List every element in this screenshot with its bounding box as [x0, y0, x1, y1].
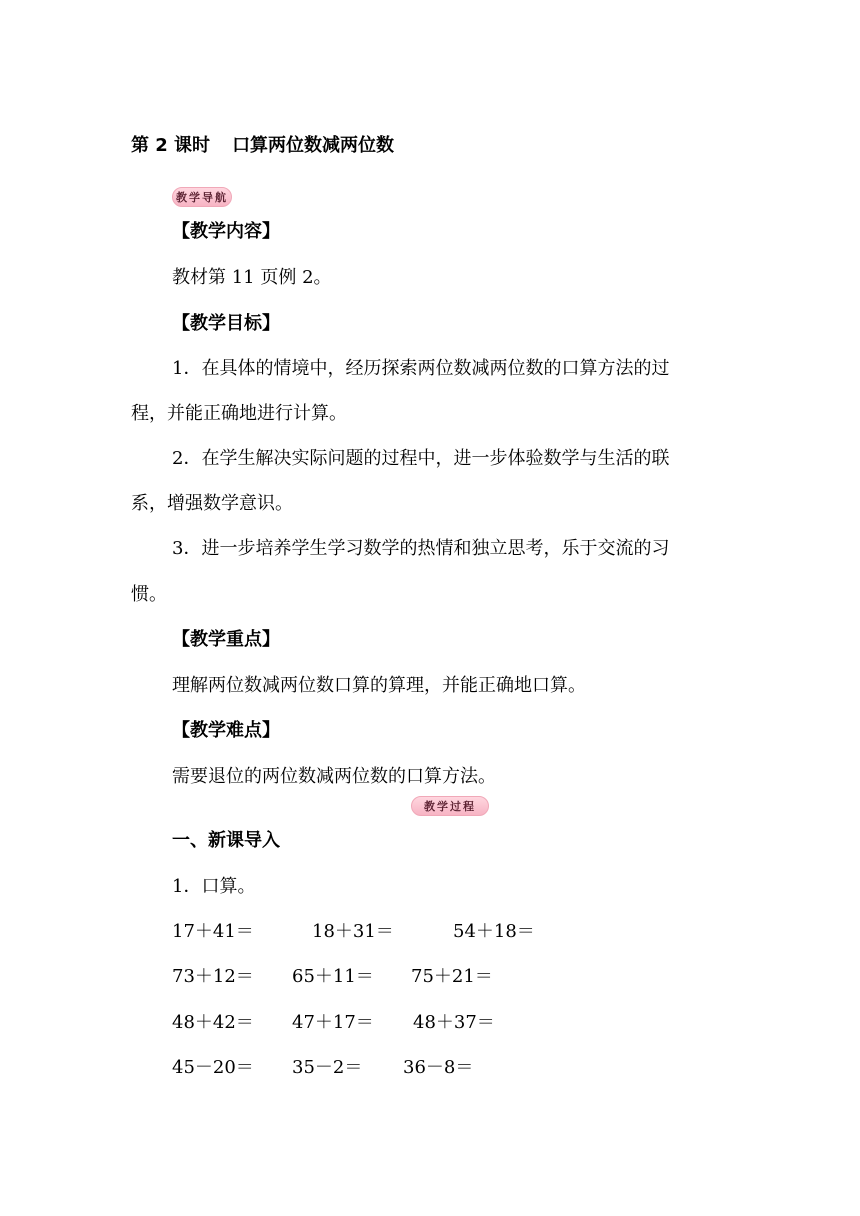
lesson-number: 第 2 课时 [131, 135, 211, 156]
equation: 18＋31＝ [312, 921, 394, 942]
equation: 45－20＝ [172, 1057, 254, 1078]
goal3-line1: 3．进一步培养学生学习数学的热情和独立思考，乐于交流的习 [172, 538, 670, 559]
equation: 48＋37＝ [413, 1012, 495, 1033]
lesson-title [131, 135, 394, 157]
goal3-line2: 惯。 [131, 584, 167, 605]
goal2-line2: 系，增强数学意识。 [131, 493, 293, 514]
key-text: 理解两位数减两位数口算的算理，并能正确地口算。 [172, 675, 586, 696]
teaching-process-badge: 教学过程 [411, 796, 489, 816]
goal1-line2: 程，并能正确地进行计算。 [131, 403, 347, 424]
equation: 75＋21＝ [411, 966, 493, 987]
goals-heading: 【教学目标】 [172, 313, 280, 334]
goal2-line1: 2．在学生解决实际问题的过程中，进一步体验数学与生活的联 [172, 448, 670, 469]
part1-heading: 一、新课导入 [172, 830, 280, 851]
difficult-text: 需要退位的两位数减两位数的口算方法。 [172, 766, 496, 787]
equation: 54＋18＝ [453, 921, 535, 942]
goal1-line1: 1．在具体的情境中，经历探索两位数减两位数的口算方法的过 [172, 358, 670, 379]
equation: 47＋17＝ [292, 1012, 374, 1033]
equation: 35－2＝ [292, 1057, 363, 1078]
item1-text: 1．口算。 [172, 876, 256, 897]
equation: 17＋41＝ [172, 921, 254, 942]
equation: 36－8＝ [403, 1057, 474, 1078]
content-text: 教材第 11 页例 2。 [172, 267, 332, 288]
content-heading: 【教学内容】 [172, 221, 280, 242]
teaching-nav-badge: 教学导航 [172, 187, 232, 207]
equation: 48＋42＝ [172, 1012, 254, 1033]
key-heading: 【教学重点】 [172, 629, 280, 650]
lesson-topic: 口算两位数减两位数 [232, 135, 395, 156]
equation: 65＋11＝ [292, 966, 374, 987]
equation: 73＋12＝ [172, 966, 254, 987]
difficult-heading: 【教学难点】 [172, 720, 280, 741]
